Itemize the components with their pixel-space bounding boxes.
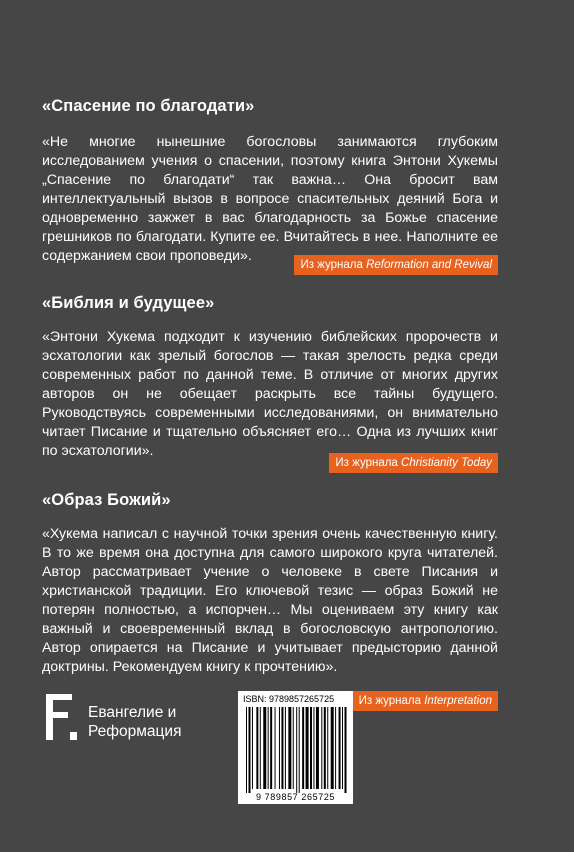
barcode-bar	[335, 707, 336, 789]
review-quote: «Не многие нынешние богословы занимаются глубоким исследованием учения о спасении, поэтому книга Энтони Хукемы „Спасение по благодати“ так важна… Она бросит вам интеллектуальный вызов в вопросе спасительных деяний Бога и одновременно зажжет в вас благодарность за Божье спасение грешников по благодати. Купите ее. Вчитайтесь в нее. Наполните ее содержанием свои проповеди».	[42, 134, 498, 264]
barcode-bar	[270, 707, 272, 789]
source-journal: Reformation and Revival	[366, 259, 492, 271]
source-journal: Interpretation	[424, 695, 492, 707]
barcode-bars	[238, 691, 353, 804]
barcode-bar	[246, 707, 247, 793]
review-quote-3	[42, 525, 498, 677]
barcode-bar	[306, 707, 309, 789]
review-section-3	[42, 490, 498, 510]
barcode-bar	[293, 707, 294, 789]
publisher-name-line1: Евангелие и	[88, 704, 177, 721]
source-journal: Christianity Today	[401, 457, 492, 469]
barcode	[238, 691, 353, 804]
review-quote-1	[42, 133, 498, 266]
review-quote: «Энтони Хукема подходит к изучению библейских пророчеств и эсхатологии как зрелый богослов — такая зрелость редка среди современных работ по данной теме. В отличие от многих других авторов он не обещает раскрыть все тайны будущего. Руководствуясь современными исследованиями, он внимательно читает Писание и тщательно объясняет его… Одна из лучших книг по эсхатологии».	[42, 329, 498, 459]
review-section-2	[42, 293, 498, 313]
barcode-bar	[263, 707, 266, 789]
barcode-bar	[299, 707, 300, 793]
barcode-bar	[256, 707, 258, 789]
source-prefix: Из журнала	[335, 457, 402, 469]
barcode-bar	[331, 707, 334, 789]
source-prefix: Из журнала	[358, 695, 425, 707]
barcode-bar	[285, 707, 286, 789]
review-source-2	[329, 453, 498, 473]
publisher-name-line2: Реформация	[88, 723, 182, 740]
barcode-bar	[249, 707, 251, 793]
source-prefix: Из журнала	[300, 259, 367, 271]
barcode-bar	[281, 707, 283, 789]
review-heading: «Образ Божий»	[42, 491, 171, 509]
barcode-bar	[316, 707, 319, 789]
barcode-bar	[296, 707, 297, 793]
review-source-3	[353, 691, 498, 711]
barcode-bar	[345, 707, 347, 793]
barcode-bar	[275, 707, 276, 789]
barcode-bar	[268, 707, 269, 789]
review-quote: «Хукема написал с научной точки зрения очень качественную книгу. В то же время она доступна для самого широкого круга читателей. Автор рассматривает учение о человеке в свете Писания и христианской традиции. Его ключевой тезис — образ Божий не потерян полностью, а испорчен… Мы оцениваем эту книгу как важный и своевременный вклад в богословскую антропологию. Автор опирается на Писание и учитывает предысторию данной доктрины. Рекомендуем книгу к прочтению».	[42, 526, 498, 675]
barcode-bar	[260, 707, 261, 789]
barcode-bar	[310, 707, 312, 789]
review-section-1	[42, 96, 498, 116]
barcode-bar	[279, 707, 280, 789]
barcode-bar	[313, 707, 314, 789]
review-quote-2	[42, 328, 498, 461]
publisher-logo	[42, 692, 202, 752]
barcode-digits: 9 789857 265725	[255, 792, 336, 802]
isbn-label: ISBN: 9789857265725	[243, 694, 335, 704]
barcode-bar	[252, 707, 253, 789]
barcode-bar	[324, 707, 326, 789]
review-heading: «Спасение по благодати»	[42, 97, 255, 115]
review-source-1	[294, 255, 498, 275]
barcode-bar	[302, 707, 304, 789]
publisher-name	[88, 703, 181, 741]
barcode-bar	[288, 707, 291, 789]
barcode-bar	[321, 707, 322, 789]
review-heading: «Библия и будущее»	[42, 294, 215, 312]
publisher-logo-mark	[42, 692, 82, 742]
barcode-bar	[339, 707, 341, 789]
barcode-bar	[327, 707, 328, 789]
barcode-bar	[342, 707, 343, 789]
